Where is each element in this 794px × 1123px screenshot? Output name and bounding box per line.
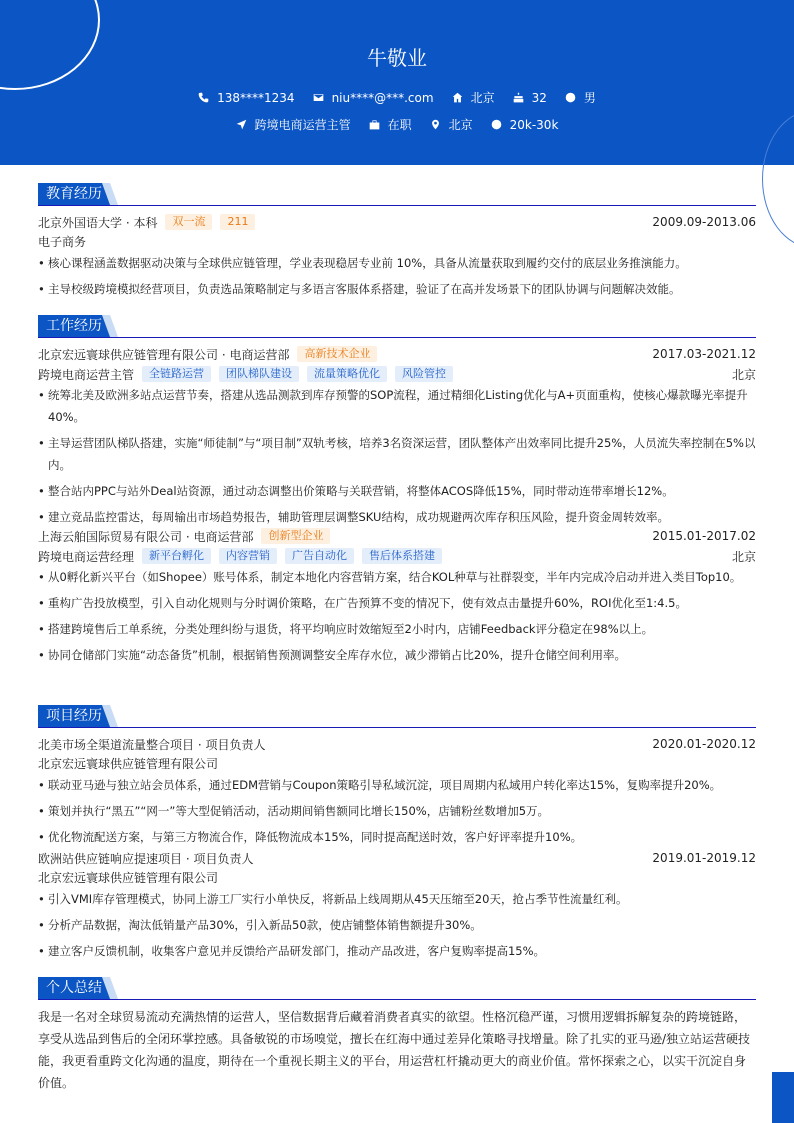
age-item (513, 91, 547, 105)
list-item: • 分析产品数据，淘汰低销量产品30%，引入新品50款，使店铺整体销售额提升30%。 (38, 914, 756, 936)
status-item (369, 116, 412, 133)
hometown-text: 北京 (470, 91, 495, 105)
projects-section (38, 705, 756, 966)
school-badge: 211 (220, 214, 255, 230)
job-position: 跨境电商运营主管 (38, 367, 135, 382)
decorative-block (772, 1072, 794, 1123)
email-item (313, 91, 434, 105)
gender-icon (565, 92, 576, 103)
skill-tag: 流量策略优化 (307, 366, 387, 382)
list-item: • 优化物流配送方案，与第三方物流合作，降低物流成本15%，同时提高配送时效，客户好评率提升10%。 (38, 826, 756, 848)
list-item: • 联动亚马逊与独立站会员体系，通过EDM营销与Coupon策略引导私域沉淀，项目周期内私域用户转化率达15%，复购率提升20%。 (38, 774, 756, 796)
project-company: 北京宏远寰球供应链管理有限公司 (38, 757, 219, 771)
job-position-row (38, 546, 756, 566)
job-city: 北京 (731, 367, 756, 382)
job-position: 跨境电商运营经理 (38, 549, 135, 564)
target-position-item (236, 116, 351, 133)
gender-item (565, 89, 596, 106)
section-title: 项目经历 (38, 705, 110, 727)
project-header-row (38, 848, 756, 868)
list-item: • 主导校级跨境模拟经营项目，负责选品策略制定与多语言客服体系搭建，验证了在高并发场景下的团队协调与问题解决效能。 (38, 278, 756, 300)
education-dates: 2009.09-2013.06 (652, 215, 756, 229)
list-item: • 建立竞品监控雷达，每周输出市场趋势报告，辅助管理层调整SKU结构，成功规避两次库存积压风险，提升资金周转效率。 (38, 506, 756, 528)
candidate-name: 牛敬业 (367, 46, 427, 70)
mail-icon (313, 92, 324, 103)
major: 电子商务 (38, 235, 87, 249)
briefcase-icon (369, 119, 380, 130)
job-dates: 2017.03-2021.12 (652, 347, 756, 361)
section-title: 工作经历 (38, 315, 110, 337)
project-header-row (38, 734, 756, 754)
school-badge: 双一流 (165, 214, 212, 230)
salary-text: 20k-30k (509, 117, 559, 132)
location-pin-icon (430, 119, 441, 130)
phone-icon (198, 92, 209, 103)
project-name: 欧洲站供应链响应提速项目 · 项目负责人 (38, 851, 254, 866)
company-badge: 高新技术企业 (297, 346, 377, 362)
email-text: niu****@***.com (331, 90, 434, 105)
section-title: 个人总结 (38, 977, 110, 999)
skill-tag: 内容营销 (219, 548, 277, 564)
summary-section (38, 977, 756, 1094)
target-position-text: 跨境电商运营主管 (254, 118, 351, 132)
skill-tag: 全链路运营 (142, 366, 211, 382)
project-dates: 2020.01-2020.12 (652, 737, 756, 751)
skill-tag: 售后体系搭建 (362, 548, 442, 564)
list-item: • 协同仓储部门实施“动态备货”机制，根据销售预测调整安全库存水位，减少滞销占比20%，提升仓储空间利用率。 (38, 644, 756, 666)
skill-tag: 风险管控 (395, 366, 453, 382)
summary-text: 我是一名对全球贸易流动充满热情的运营人，坚信数据背后藏着消费者真实的欲望。性格沉稳严谨，习惯用逻辑拆解复杂的跨境链路，享受从选品到售后的全闭环掌控感。具备敏锐的市场嗅觉，擅长在红海中通过差异化策略寻找增量。除了扎实的亚马逊/独立站运营硬技能，我更看重跨文化沟通的温度，期待在一个重视长期主义的平台，用运营杠杆撬动更大的商业价值。常怀探索之心，以实干沉淀自身价值。 (38, 1010, 751, 1090)
job-position-row (38, 364, 756, 384)
list-item: • 统筹北美及欧洲多站点运营节奏，搭建从选品测款到库存预警的SOP流程，通过精细化Listing优化与A+页面重构，使核心爆款曝光率提升40%。 (38, 384, 756, 428)
list-item: • 建立客户反馈机制，收集客户意见并反馈给产品研发部门，推动产品改进，客户复购率提高15%。 (38, 940, 756, 962)
work-section (38, 315, 756, 670)
company-name: 上海云舶国际贸易有限公司 · 电商运营部 (38, 529, 254, 544)
phone-item (198, 91, 294, 105)
list-item: • 整合站内PPC与站外Deal站资源，通过动态调整出价策略与关联营销，将整体ACOS降低15%，同时带动连带率增长12%。 (38, 480, 756, 502)
job-header-row (38, 344, 756, 364)
list-item: • 引入VMI库存管理模式，协同上游工厂实行小单快反，将新品上线周期从45天压缩至20天，抢占季节性流量红利。 (38, 888, 756, 910)
list-item: • 策划并执行“黑五”“网一”等大型促销活动，活动期间销售额同比增长150%，店铺粉丝数增加5万。 (38, 800, 756, 822)
section-title-bar (38, 705, 756, 728)
hometown-item (452, 89, 495, 106)
project-dates: 2019.01-2019.12 (652, 851, 756, 865)
job-header-row (38, 526, 756, 546)
list-item: • 搭建跨境售后工单系统，分类处理纠纷与退货，将平均响应时效缩短至2小时内，店铺Feedback评分稳定在98%以上。 (38, 618, 756, 640)
job-bullets (38, 566, 756, 666)
job-intent-row (0, 116, 794, 133)
skill-tag: 新平台孵化 (142, 548, 211, 564)
section-title-bar (38, 977, 756, 1000)
list-item: • 主导运营团队梯队搭建，实施“师徒制”与“项目制”双轨考核，培养3名资深运营，团队整体产出效率同比提升25%，人员流失率控制在5%以内。 (38, 432, 756, 476)
project-bullets (38, 774, 756, 848)
target-city-item (430, 116, 473, 133)
target-city-text: 北京 (448, 118, 473, 132)
school-name: 北京外国语大学 · 本科 (38, 215, 158, 230)
age-text: 32 (531, 90, 547, 105)
section-title: 教育经历 (38, 183, 110, 205)
money-icon (491, 119, 502, 130)
list-item: • 核心课程涵盖数据驱动决策与全球供应链管理，学业表现稳居专业前 10%，具备从流量获取到履约交付的底层业务推演能力。 (38, 252, 756, 274)
list-item: • 从0孵化新兴平台（如Shopee）账号体系，制定本地化内容营销方案，结合KOL种草与社群裂变，半年内完成冷启动并进入类目Top10。 (38, 566, 756, 588)
company-name: 北京宏远寰球供应链管理有限公司 · 电商运营部 (38, 347, 290, 362)
status-text: 在职 (387, 118, 412, 132)
resume-header (0, 0, 794, 165)
section-title-bar (38, 183, 756, 206)
section-title-bar (38, 315, 756, 338)
skill-tag: 广告自动化 (285, 548, 354, 564)
education-bullets (38, 252, 756, 300)
list-item: • 重构广告投放模型，引入自动化规则与分时调价策略，在广告预算不变的情况下，使有效点击量提升60%，ROI优化至1:4.5。 (38, 592, 756, 614)
skill-tag: 团队梯队建设 (219, 366, 299, 382)
job-bullets (38, 384, 756, 528)
home-icon (452, 92, 463, 103)
salary-item (491, 118, 559, 132)
company-badge: 创新型企业 (261, 528, 330, 544)
cake-icon (513, 92, 524, 103)
project-bullets (38, 888, 756, 962)
send-icon (236, 119, 247, 130)
job-dates: 2015.01-2017.02 (652, 529, 756, 543)
phone-text: 138****1234 (217, 90, 295, 105)
education-section (38, 183, 756, 304)
project-company: 北京宏远寰球供应链管理有限公司 (38, 871, 219, 885)
education-header-row (38, 212, 756, 232)
contact-row (0, 89, 794, 106)
job-city: 北京 (731, 549, 756, 564)
gender-text: 男 (583, 91, 596, 105)
project-name: 北美市场全渠道流量整合项目 · 项目负责人 (38, 737, 266, 752)
